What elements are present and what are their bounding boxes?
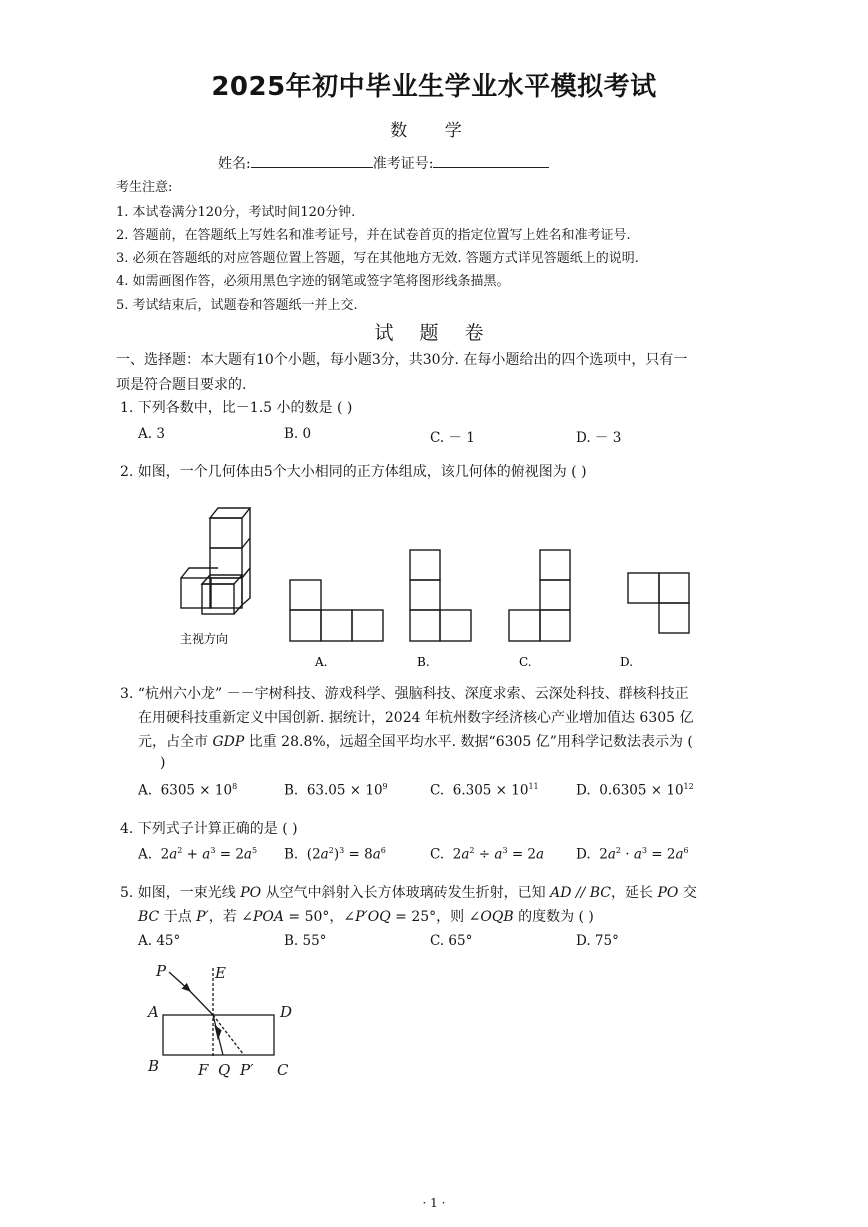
q2-option-d-view <box>628 573 689 633</box>
name-label: 姓名: <box>218 156 251 172</box>
q4-option-c-letter: C. <box>430 846 445 863</box>
subject-text: 数 学 <box>390 121 478 141</box>
q4-option-b-letter: B. <box>284 846 299 863</box>
q3-option-b-exp: 9 <box>382 782 388 791</box>
q5-option-b: B. 55° <box>284 933 327 949</box>
q5-condition: AD // BC <box>550 885 612 901</box>
solid-figure <box>181 508 250 614</box>
q4-option-d-letter: D. <box>576 846 591 863</box>
section-title-text: 试 题 卷 <box>374 322 494 344</box>
notice-item-5: 5. 考试结束后，试题卷和答题纸一并上交. <box>116 298 358 313</box>
notice-item-1: 1. 本试卷满分120分，考试时间120分钟. <box>116 205 356 220</box>
q5-line2-f: 的度数为 ( ) <box>513 909 594 925</box>
q5-po: PO <box>240 885 262 901</box>
page-number: · 1 · <box>422 1196 446 1210</box>
label-f: F <box>198 1061 209 1079</box>
student-info-line <box>218 153 549 173</box>
q5-option-c: C. 65° <box>430 933 473 949</box>
label-q: Q <box>218 1061 231 1079</box>
q5-line1-a: 5. 如图，一束光线 <box>120 885 241 901</box>
q5-line1-c: ，延长 <box>611 885 658 901</box>
q3-option-a-base: 6305 × 10 <box>160 782 233 799</box>
q3-line3 <box>138 731 693 751</box>
q5-bc: BC <box>138 909 160 925</box>
name-blank[interactable] <box>251 153 373 168</box>
q5-refraction-figure <box>140 958 310 1083</box>
q3-line3-a: 元，占全市 <box>138 734 213 750</box>
q5-angle-oqb: OQB <box>480 909 514 925</box>
q3-option-c <box>430 782 539 799</box>
q3-option-b-letter: B. <box>284 782 299 799</box>
q5-line1-d: 交 <box>678 885 697 901</box>
q5-option-a: A. 45° <box>138 933 181 949</box>
q4-option-b: B. $(2a^2)^3 = 8a^6$ <box>284 846 386 863</box>
q3-option-c-exp: 11 <box>528 782 539 791</box>
q5-line2-b: 于点 <box>159 909 197 925</box>
q5-point-p-prime: P′ <box>196 909 209 925</box>
q1-option-a: A. 3 <box>138 426 165 442</box>
q3-gdp: GDP <box>212 734 245 750</box>
notice-item-3: 3. 必须在答题纸的对应答题位置上答题，写在其他地方无效. 答题方式详见答题纸上的说明. <box>116 251 639 266</box>
q2-figures <box>170 498 700 678</box>
label-a: A <box>148 1003 159 1021</box>
q5-line2 <box>138 906 594 926</box>
q5-line2-d: = 50°，∠ <box>283 909 356 925</box>
q2-label-d: D. <box>620 655 634 669</box>
q2-caption: 主视方向 <box>180 632 229 646</box>
label-p-prime: P′ <box>240 1061 254 1079</box>
label-c: C <box>277 1061 289 1079</box>
q3-option-b-base: 63.05 × 10 <box>306 782 383 799</box>
q3-option-b <box>284 782 388 799</box>
q2-stem: 2. 如图，一个几何体由5个大小相同的正方体组成，该几何体的俯视图为 ( ) <box>120 464 587 480</box>
notice-item-2: 2. 答题前，在答题纸上写姓名和准考证号，并在试卷首页的指定位置写上姓名和准考证号. <box>116 228 631 243</box>
q3-line3-b: 比重 28.8%，远超全国平均水平. 数据“6305 亿”用科学记数法表示为 ( <box>244 734 693 750</box>
q5-po-2: PO <box>657 885 679 901</box>
q4-stem: 4. 下列式子计算正确的是 ( ) <box>120 821 298 837</box>
q1-option-c: C. － 1 <box>430 430 475 446</box>
q2-option-b-view <box>410 550 471 641</box>
q1-stem: 1. 下列各数中，比－1.5 小的数是 ( ) <box>120 400 353 416</box>
q3-option-c-base: 6.305 × 10 <box>452 782 529 799</box>
q4-option-c: C. $2a^2 \div a^3 = 2a$ <box>430 846 545 863</box>
q2-option-c-view <box>509 550 570 641</box>
q3-option-a <box>138 782 237 799</box>
q2-label-b: B. <box>417 655 430 669</box>
q2-label-a: A. <box>315 655 328 669</box>
subject-title <box>0 116 868 141</box>
q3-option-d-exp: 12 <box>683 782 694 791</box>
q3-option-d-base: 0.6305 × 10 <box>599 782 684 799</box>
notice-heading: 考生注意: <box>116 180 173 195</box>
exam-title: 2025年初中毕业生学业水平模拟考试 <box>211 72 657 102</box>
q5-angle-poa: POA <box>252 909 284 925</box>
q2-label-c: C. <box>519 655 532 669</box>
q5-line1-b: 从空气中斜射入长方体玻璃砖发生折射，已知 <box>261 885 551 901</box>
q1-option-d: D. － 3 <box>576 430 622 446</box>
id-blank[interactable] <box>433 153 549 168</box>
incident-ray <box>185 986 213 1015</box>
q1-option-b: B. 0 <box>284 426 312 442</box>
q4-option-a-letter: A. <box>138 846 153 863</box>
q2-option-a-view <box>290 580 383 641</box>
q3-option-d-letter: D. <box>576 782 591 799</box>
label-d: D <box>280 1003 293 1021</box>
section-title <box>0 318 868 345</box>
q3-option-a-letter: A. <box>138 782 153 799</box>
q5-angle-poq: P′OQ <box>355 909 391 925</box>
q3-line4: ) <box>160 755 166 771</box>
notice-item-4: 4. 如需画图作答，必须用黑色字迹的钢笔或签字笔将图形线条描黑。 <box>116 274 510 289</box>
label-e: E <box>215 964 226 982</box>
section-intro-line1: 一、选择题：本大题有10个小题，每小题3分，共30分. 在每小题给出的四个选项中，只有一 <box>116 352 688 368</box>
q5-option-d: D. 75° <box>576 933 619 949</box>
label-p: P <box>156 962 167 980</box>
q3-line1: 3. “杭州六小龙” －－宇树科技、游戏科学、强脑科技、深度求索、云深处科技、群核科技正 <box>120 686 689 702</box>
q4-option-d: D. $2a^2 \cdot a^3 = 2a^6$ <box>576 846 689 863</box>
q3-line2: 在用硬科技重新定义中国创新. 据统计，2024 年杭州数字经济核心产业增加值达 6305 亿 <box>138 710 694 726</box>
q5-line1 <box>120 882 697 902</box>
id-label: 准考证号: <box>372 156 434 172</box>
q3-option-d <box>576 782 694 799</box>
q3-option-a-exp: 8 <box>232 782 238 791</box>
q4-option-a: A. $2a^2 + a^3 = 2a^5$ <box>138 846 258 863</box>
q5-line2-c: ，若 ∠ <box>208 909 253 925</box>
q5-line2-e: = 25°，则 ∠ <box>390 909 481 925</box>
refracted-ray-arrow <box>215 1025 221 1038</box>
q3-option-c-letter: C. <box>430 782 445 799</box>
section-intro-line2: 项是符合题目要求的. <box>116 377 247 393</box>
label-b: B <box>148 1057 160 1075</box>
